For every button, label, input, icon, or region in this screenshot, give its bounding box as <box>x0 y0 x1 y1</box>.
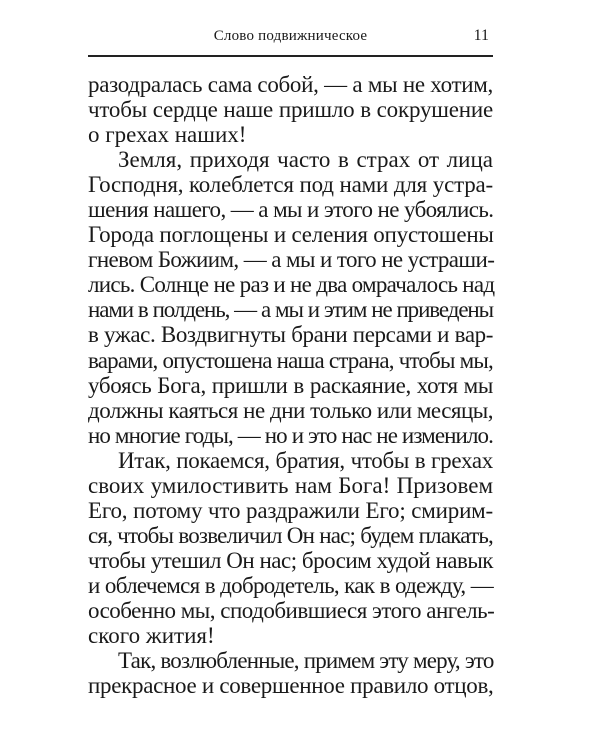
text-line: лись. Солнце не раз и не два омрачалось над <box>88 272 495 298</box>
text-line: ся, чтобы возвеличил Он нас; будем плакать, <box>88 522 493 548</box>
text-line: Господня, колеблется под нами для устра- <box>88 172 493 198</box>
text-line: убоясь Бога, пришли в раскаяние, хотя мы <box>88 372 493 398</box>
text-line: гневом Божиим, — а мы и того не устраши- <box>88 247 495 273</box>
text-line: чтобы сердце наше пришло в сокрушение <box>88 97 493 123</box>
text-line: шения нашего, — а мы и этого не убоялись. <box>88 197 494 223</box>
page-number: 11 <box>473 27 489 44</box>
header-rule <box>88 55 493 57</box>
text-line: и облечемся в добродетель, как в одежду, — <box>88 572 493 598</box>
text-line: варами, опустошена наша страна, чтобы мы, <box>88 347 493 373</box>
text-line: Города поглощены и селения опустошены <box>88 222 494 248</box>
text-line: своих умилостивить нам Бога! Призовем <box>88 472 493 498</box>
text-line: но многие годы, — но и это нас не изменило. <box>88 422 493 448</box>
text-line: ского жития! <box>88 623 215 649</box>
text-line: особенно мы, сподобившиеся этого ангель- <box>88 597 495 623</box>
body-text <box>88 72 493 698</box>
text-line: о грехах наших! <box>88 122 247 148</box>
text-line: Земля, приходя часто в страх от лица <box>118 147 493 173</box>
running-title: Слово подвижническое <box>213 28 368 44</box>
text-line: Его, потому что раздражили Его; смирим- <box>88 497 493 523</box>
text-line: чтобы утешил Он нас; бросим худой навык <box>88 547 493 573</box>
text-line: Так, возлюбленные, примем эту меру, это <box>118 648 494 674</box>
running-head <box>88 26 493 48</box>
text-line: нами в полдень, — а мы и этим не приведены <box>88 297 493 323</box>
text-line: в ужас. Воздвигнуты брани персами и вар- <box>88 322 493 348</box>
text-line: разодралась сама собой, — а мы не хотим, <box>88 72 493 97</box>
text-line: должны каяться не дни только или месяцы, <box>88 397 493 423</box>
text-line: прекрасное и совершенное правило отцов, <box>88 673 494 699</box>
text-line: Итак, покаемся, братия, чтобы в грехах <box>118 447 493 473</box>
